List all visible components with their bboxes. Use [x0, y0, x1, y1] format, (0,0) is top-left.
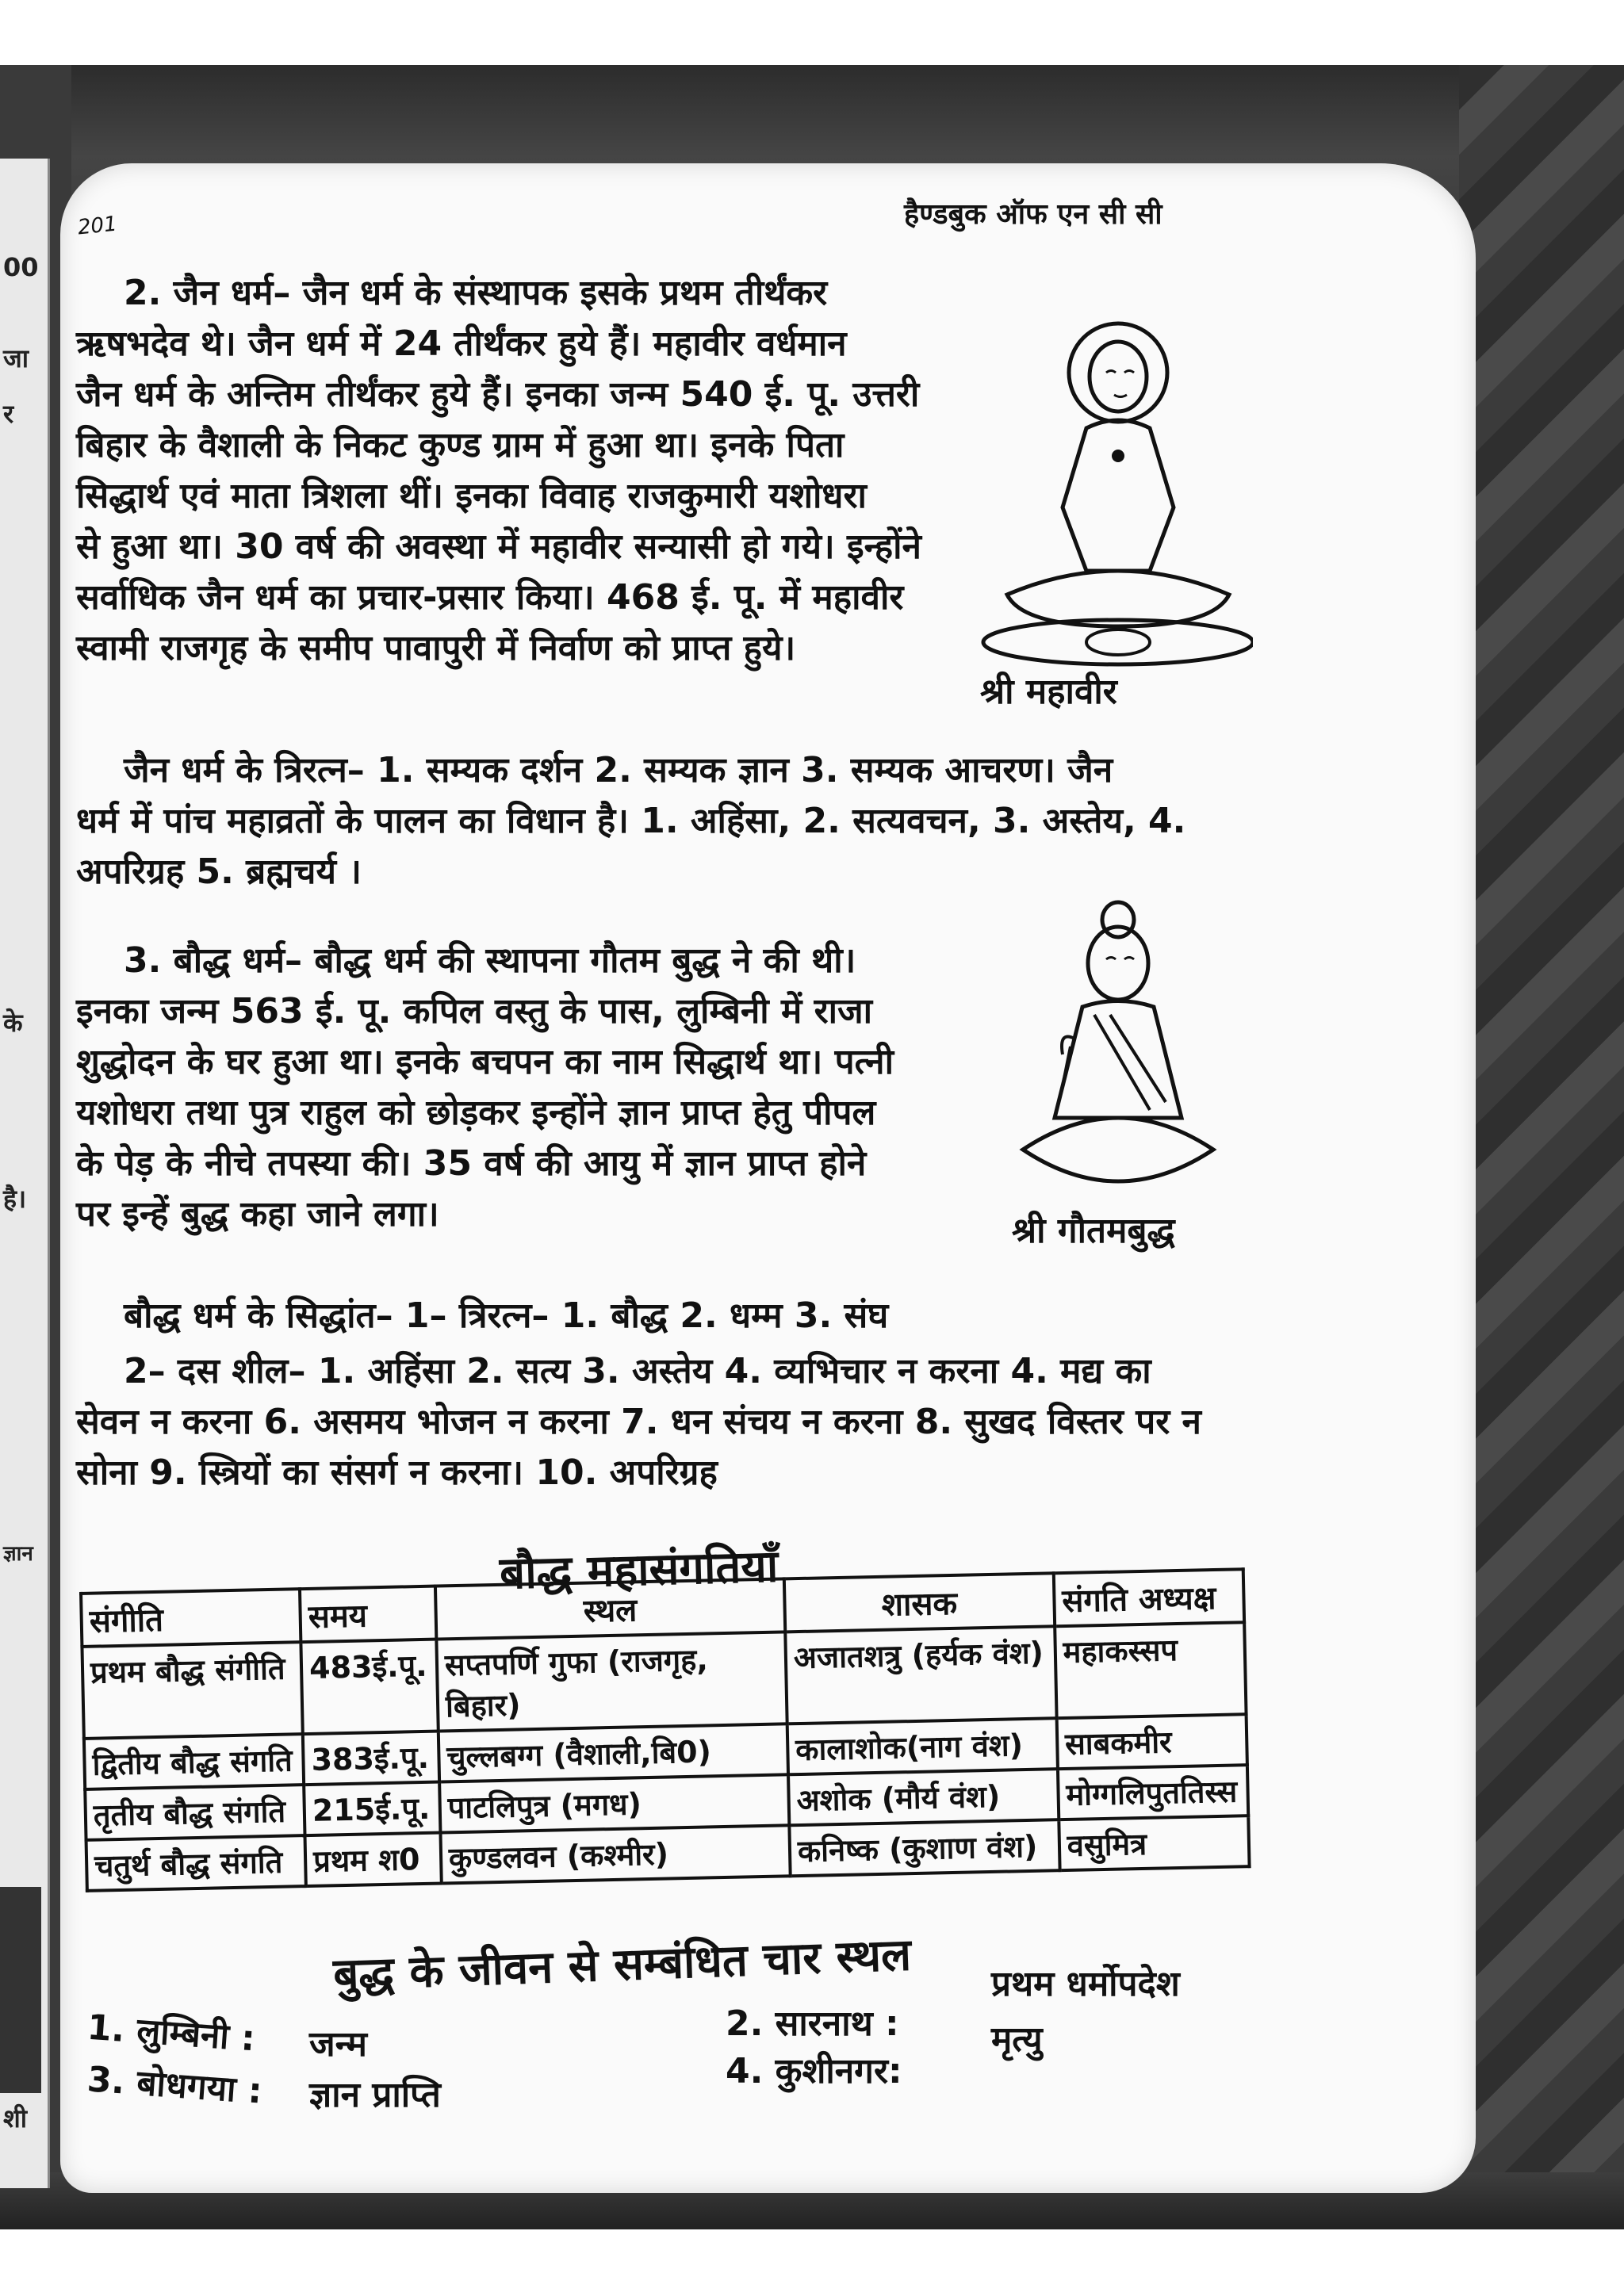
- table-cell: कनिष्क (कुशाण वंश): [789, 1820, 1059, 1876]
- mahavir-illustration-icon: [959, 309, 1253, 677]
- table-header-cell: स्थल: [435, 1578, 785, 1639]
- table-cell: चुल्लबग्ग (वैशाली,बि0): [439, 1724, 788, 1781]
- mahavir-caption: श्री महावीर: [980, 672, 1117, 712]
- page-number: 201: [76, 212, 119, 240]
- place-event: प्रथम धर्मोपदेश: [991, 1964, 1180, 2004]
- buddha-caption: श्री गौतमबुद्ध: [1012, 1211, 1175, 1251]
- table-cell: कुण्डलवन (कश्मीर): [440, 1825, 790, 1883]
- prev-fragment: 00: [3, 252, 39, 282]
- siddhant-paragraph: [76, 1291, 1250, 1498]
- prev-fragment: शी: [3, 2103, 28, 2133]
- table-cell: प्रथम श0: [305, 1833, 442, 1887]
- text-line: शुद्धोदन के घर हुआ था। इनके बचपन का नाम सिद्धार्थ था। पत्नी: [76, 1042, 894, 1082]
- text-line: सोना 9. स्त्रियों का संसर्ग न करना। 10. अपरिग्रह: [76, 1452, 718, 1493]
- table-cell: अशोक (मौर्य वंश): [788, 1769, 1059, 1825]
- table-cell: तृतीय बौद्ध संगति: [85, 1785, 304, 1840]
- text-line: ऋषभदेव थे। जैन धर्म में 24 तीर्थंकर हुये हैं। महावीर वर्धमान: [76, 323, 847, 364]
- text-line: यशोधरा तथा पुत्र राहुल को छोड़कर इन्होंने ज्ञान प्राप्त हेतु पीपल: [76, 1093, 876, 1133]
- place-event: मृत्यु: [991, 2019, 1043, 2060]
- prev-fragment: है।: [3, 1184, 27, 1214]
- place-name: 1. लुम्बिनी :: [86, 2007, 257, 2060]
- text-line: बिहार के वैशाली के निकट कुण्ड ग्राम में हुआ था। इनके पिता: [76, 425, 845, 465]
- text-line: बौद्ध धर्म के सिद्धांत– 1– त्रिरत्न– 1. बौद्ध 2. धम्म 3. संघ: [124, 1295, 889, 1336]
- prev-fragment: के: [3, 1008, 23, 1038]
- place-name: 3. बोधगया :: [86, 2059, 264, 2112]
- place-event: जन्म: [309, 2024, 367, 2064]
- text-line: सिद्धार्थ एवं माता त्रिशला थीं। इनका विवाह राजकुमारी यशोधरा: [76, 476, 867, 516]
- place-name: 2. सारनाथ :: [726, 2003, 899, 2044]
- running-head: हैण्डबुक ऑफ एन सी सी: [904, 198, 1162, 231]
- prev-fragment: ज्ञान: [3, 1542, 33, 1566]
- table-cell: 383ई.पू.: [303, 1732, 439, 1785]
- table-cell: महाकस्सप: [1055, 1622, 1247, 1718]
- text-line: सेवन न करना 6. असमय भोजन न करना 7. धन संचय न करना 8. सुखद विस्तर पर न: [76, 1402, 1201, 1442]
- text-line: धर्म में पांच महाव्रतों के पालन का विधान है। 1. अहिंसा, 2. सत्यवचन, 3. अस्तेय, 4.: [76, 801, 1186, 841]
- sangiti-table: [79, 1567, 1251, 1892]
- table-header-cell: संगीति: [81, 1589, 301, 1647]
- text-line: के पेड़ के नीचे तपस्या की। 35 वर्ष की आयु में ज्ञान प्राप्त होने: [76, 1143, 867, 1184]
- table-header-cell: शासक: [784, 1573, 1055, 1632]
- buddha-illustration-icon: [1015, 888, 1221, 1200]
- text-line: 2– दस शील– 1. अहिंसा 2. सत्य 3. अस्तेय 4. व्यभिचार न करना 4. मद्य का: [124, 1351, 1151, 1391]
- table-cell: द्वितीय बौद्ध संगति: [84, 1734, 304, 1789]
- table-cell: वसुमित्र: [1059, 1816, 1250, 1870]
- jain-paragraph: [76, 268, 964, 674]
- background-right: [1459, 65, 1624, 2229]
- table-cell: प्रथम बौद्ध संगीति: [82, 1642, 302, 1739]
- text-line: जैन धर्म के त्रिरत्न– 1. सम्यक दर्शन 2. सम्यक ज्ञान 3. सम्यक आचरण। जैन: [124, 750, 1113, 790]
- text-line: इनका जन्म 563 ई. पू. कपिल वस्तु के पास, लुम्बिनी में राजा: [76, 991, 873, 1031]
- table-cell: मोग्गलिपुततिस्स: [1058, 1765, 1249, 1820]
- places-title: बुद्ध के जीवन से सम्बंधित चार स्थल: [332, 1929, 913, 2001]
- text-line: से हुआ था। 30 वर्ष की अवस्था में महावीर सन्यासी हो गये। इन्होंने: [76, 526, 921, 567]
- text-line: सर्वाधिक जैन धर्म का प्रचार-प्रसार किया। 468 ई. पू. में महावीर: [76, 577, 904, 618]
- text-line: जैन धर्म के अन्तिम तीर्थंकर हुये हैं। इनका जन्म 540 ई. पू. उत्तरी: [76, 374, 920, 415]
- place-name: 4. कुशीनगर:: [726, 2051, 902, 2091]
- prev-fragment: जा: [3, 343, 29, 373]
- buddh-paragraph: [76, 936, 964, 1240]
- table-cell: अजातशत्रु (हर्यक वंश): [785, 1626, 1056, 1724]
- table-cell: साबकमीर: [1056, 1714, 1247, 1769]
- previous-page-edge: [0, 159, 50, 2188]
- text-line: 2. जैन धर्म– जैन धर्म के संस्थापक इसके प्रथम तीर्थंकर: [124, 273, 828, 313]
- text-line: पर इन्हें बुद्ध कहा जाने लगा।: [76, 1194, 439, 1234]
- text-line: स्वामी राजगृह के समीप पावापुरी में निर्वाण को प्राप्त हुये।: [76, 628, 796, 668]
- place-event: ज्ञान प्राप्ति: [309, 2075, 441, 2115]
- table-header-cell: संगति अध्यक्ष: [1054, 1569, 1245, 1626]
- prev-fragment: र: [3, 399, 14, 429]
- text-line: अपरिग्रह 5. ब्रह्मचर्य ।: [76, 851, 362, 892]
- text-line: 3. बौद्ध धर्म– बौद्ध धर्म की स्थापना गौतम बुद्ध ने की थी।: [124, 940, 856, 981]
- table-title: बौद्ध महासंगतियाँ: [499, 1540, 779, 1600]
- table-cell: 215ई.पू.: [304, 1782, 440, 1836]
- table-cell: 483ई.पू.: [301, 1640, 438, 1735]
- prev-page-dark-image: [0, 1887, 41, 2093]
- table-cell: चतुर्थ बौद्ध संगति: [86, 1835, 306, 1891]
- table-header-cell: समय: [300, 1586, 436, 1643]
- table-cell: पाटलिपुत्र (मगध): [439, 1774, 789, 1832]
- table-cell: सप्तपर्णि गुफा (राजगृह, बिहार): [436, 1632, 787, 1731]
- jain-triratna-paragraph: [76, 745, 1250, 897]
- table-cell: कालाशोक(नाग वंश): [787, 1718, 1058, 1774]
